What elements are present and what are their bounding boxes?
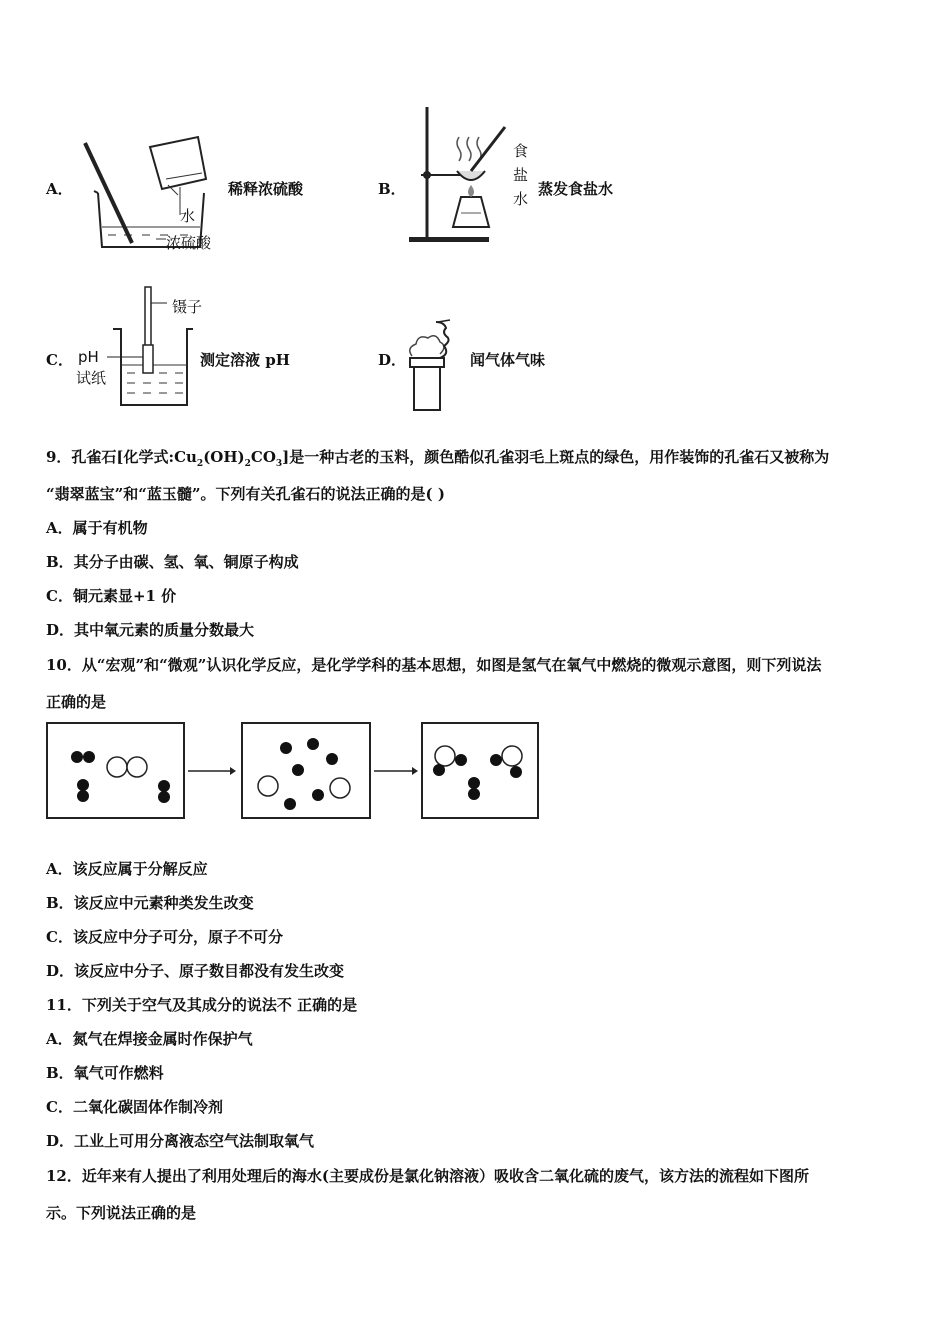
o-atom xyxy=(107,757,127,777)
q9-option-c: C．铜元素显+1 价 xyxy=(46,587,177,605)
q9-option-b: B．其分子由碳、氢、氧、铜原子构成 xyxy=(46,553,299,571)
h-atom xyxy=(158,780,170,792)
atoms-box xyxy=(242,723,370,818)
option-a-letter: A． xyxy=(46,180,73,198)
option-d-caption: 闻气体气味 xyxy=(470,351,546,369)
h-atom xyxy=(77,790,89,802)
salt-label-1: 食 xyxy=(513,142,529,160)
h-atom xyxy=(71,751,83,763)
water-label: 水 xyxy=(180,207,196,225)
option-c-letter: C． xyxy=(46,351,73,369)
salt-label-2: 盐 xyxy=(513,166,529,184)
q9-stem-line2: “翡翠蓝宝”和“蓝玉髓”。下列有关孔雀石的说法正确的是( ) xyxy=(46,485,445,503)
h-atom xyxy=(490,754,502,766)
q11-option-c: C．二氧化碳固体作制冷剂 xyxy=(46,1098,223,1116)
o-atom xyxy=(258,776,278,796)
h-atom xyxy=(292,764,304,776)
q12-stem-line1: 12．近年来有人提出了利用处理后的海水(主要成份是氯化钠溶液）吸收含二氧化硫的废气，该方法的流程如下图所 xyxy=(46,1167,809,1185)
q12-stem-line2: 示。下列说法正确的是 xyxy=(46,1204,197,1222)
q10-stem-line1: 10．从“宏观”和“微观”认识化学反应，是化学学科的基本思想，如图是氢气在氧气中燃烧的微观示意图，则下列说法 xyxy=(46,656,822,674)
o-atom xyxy=(435,746,455,766)
tweezers-label: 镊子 xyxy=(172,298,203,316)
q11-stem: 11．下列关于空气及其成分的说法不 正确的是 xyxy=(46,996,358,1014)
q10-option-b: B．该反应中元素种类发生改变 xyxy=(46,894,254,912)
evaporation-diagram xyxy=(405,105,515,245)
h-atom xyxy=(468,777,480,789)
option-a-caption: 稀释浓硫酸 xyxy=(228,180,304,198)
q11-option-a: A．氮气在焊接金属时作保护气 xyxy=(46,1030,253,1048)
h-atom xyxy=(510,766,522,778)
option-d-letter: D． xyxy=(378,351,407,369)
reaction-micro-diagram xyxy=(46,722,541,820)
q9-option-d: D．其中氧元素的质量分数最大 xyxy=(46,621,255,639)
h-atom xyxy=(158,791,170,803)
h-atom xyxy=(307,738,319,750)
smell-gas-diagram xyxy=(402,318,472,414)
option-c-caption: 测定溶液 pH xyxy=(200,351,290,369)
test-paper-label: 试纸 xyxy=(76,369,107,387)
h-atom xyxy=(312,789,324,801)
q9-option-a: A．属于有机物 xyxy=(46,519,148,537)
q9-stem-line1: 9．孔雀石[化学式$:Cu_2(OH)_2CO_3$]是一种古老的玉料，颜色酷似孔雀羽毛上斑点的绿色，用作装饰的孔雀石又被称为 xyxy=(46,448,830,469)
h-atom xyxy=(280,742,292,754)
q10-option-a: A．该反应属于分解反应 xyxy=(46,860,208,878)
q10-stem-line2: 正确的是 xyxy=(46,693,107,711)
o-atom xyxy=(502,746,522,766)
h-atom xyxy=(433,764,445,776)
h-atom xyxy=(468,788,480,800)
h-atom xyxy=(455,754,467,766)
option-b-letter: B． xyxy=(378,180,406,198)
o-atom xyxy=(127,757,147,777)
salt-label-3: 水 xyxy=(513,190,529,208)
h-atom xyxy=(326,753,338,765)
q11-option-d: D．工业上可用分离液态空气法制取氧气 xyxy=(46,1132,315,1150)
h-atom xyxy=(284,798,296,810)
ph-label: pH xyxy=(78,348,99,366)
acid-label: 浓硫酸 xyxy=(166,234,212,252)
option-b-caption: 蒸发食盐水 xyxy=(538,180,614,198)
q10-option-c: C．该反应中分子可分，原子不可分 xyxy=(46,928,283,946)
h-atom xyxy=(77,779,89,791)
h-atom xyxy=(83,751,95,763)
q11-option-b: B．氧气可作燃料 xyxy=(46,1064,164,1082)
q10-option-d: D．该反应中分子、原子数目都没有发生改变 xyxy=(46,962,345,980)
o-atom xyxy=(330,778,350,798)
